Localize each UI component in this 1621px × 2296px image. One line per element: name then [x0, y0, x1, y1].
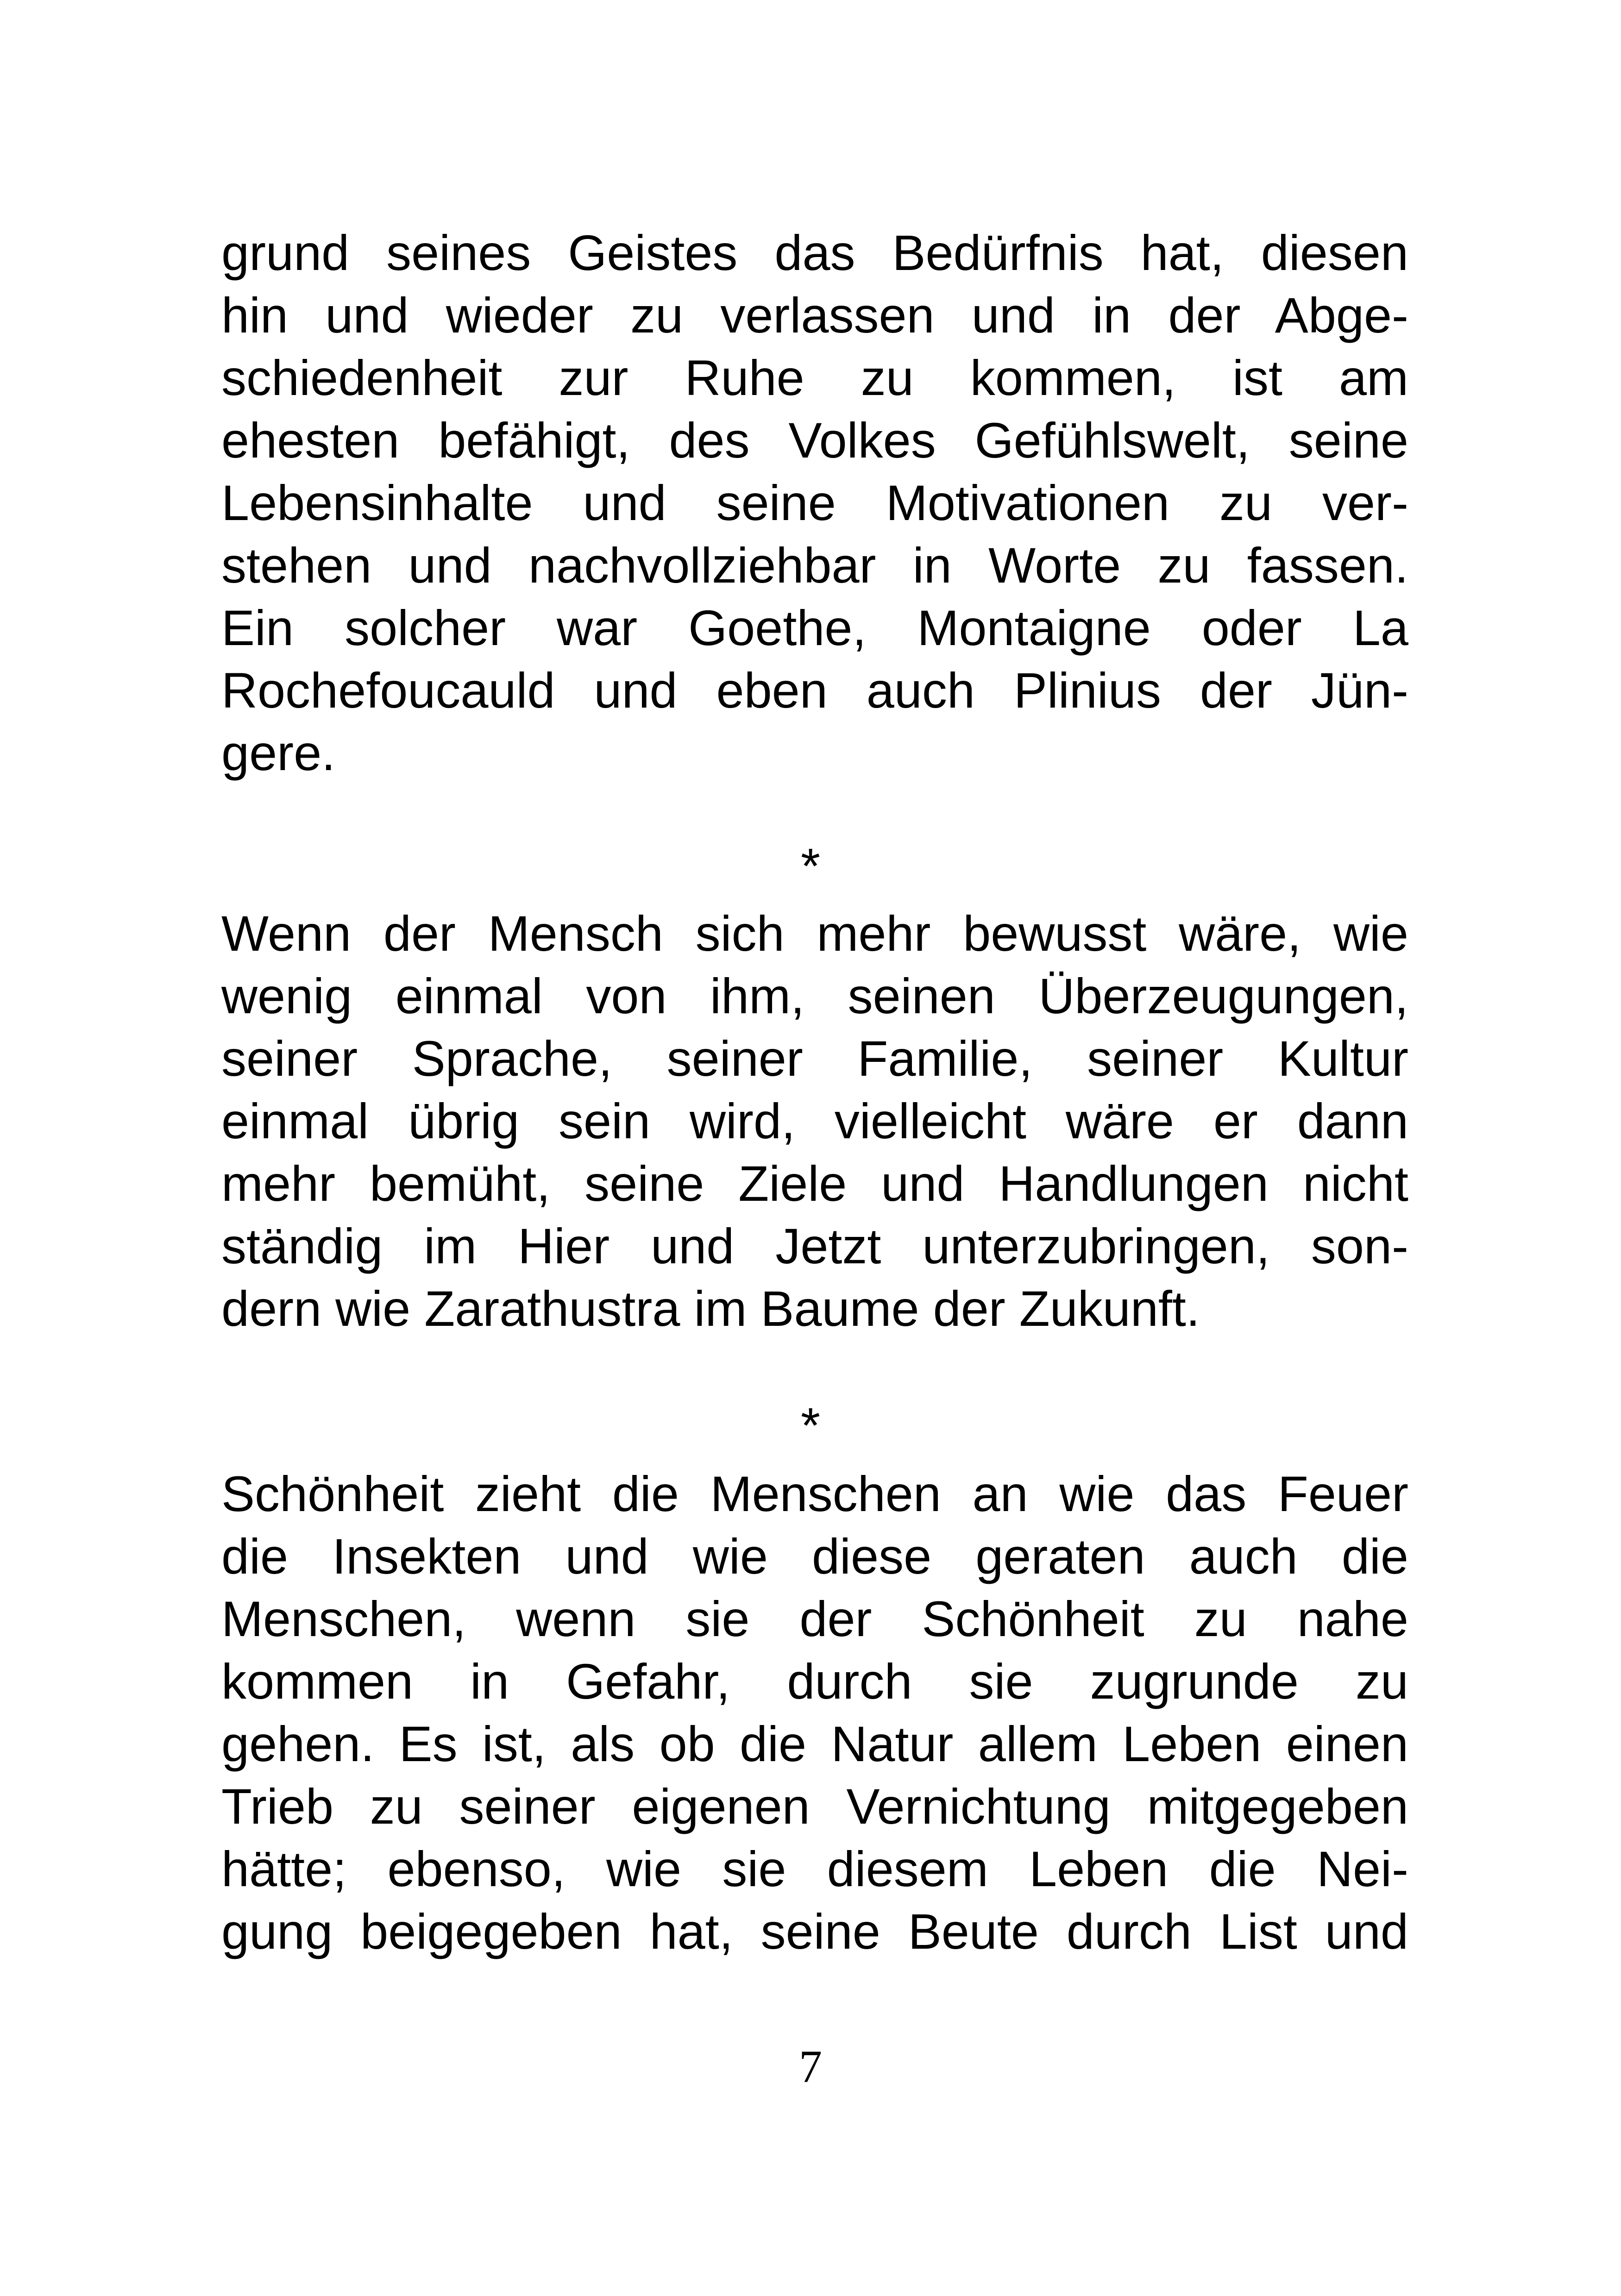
text-line: dern wie Zarathustra im Baume der Zukunft.: [221, 1280, 1200, 1336]
page-number: 7: [799, 2041, 822, 2092]
paragraph-1: [221, 221, 1408, 784]
text-line: gung beigegeben hat, seine Beute durch List und: [221, 1903, 1408, 1959]
text-line: stehen und nachvollziehbar in Worte zu fassen.: [221, 537, 1408, 593]
text-line: Schönheit zieht die Menschen an wie das Feuer: [221, 1466, 1408, 1522]
text-line: Menschen, wenn sie der Schönheit zu nahe: [221, 1591, 1408, 1647]
text-line: hin und wieder zu verlassen und in der Abge-: [221, 287, 1408, 343]
paragraph-2: [221, 902, 1408, 1340]
text-line: mehr bemüht, seine Ziele und Handlungen nicht: [221, 1155, 1408, 1211]
text-line: Lebensinhalte und seine Motivationen zu ver-: [221, 475, 1408, 531]
text-line: Ein solcher war Goethe, Montaigne oder La: [221, 600, 1408, 656]
text-line: ständig im Hier und Jetzt unterzubringen, son-: [221, 1218, 1408, 1274]
text-line: grund seines Geistes das Bedürfnis hat, diesen: [221, 225, 1408, 281]
section-separator: *: [800, 1397, 821, 1453]
paragraph-3: [221, 1462, 1408, 1963]
text-line: gehen. Es ist, als ob die Natur allem Leben einen: [221, 1716, 1408, 1772]
text-line: gere.: [221, 725, 336, 781]
section-separator: *: [800, 838, 821, 894]
text-line: seiner Sprache, seiner Familie, seiner Kultur: [221, 1030, 1408, 1086]
text-line: wenig einmal von ihm, seinen Überzeugungen,: [221, 968, 1408, 1024]
text-line: schiedenheit zur Ruhe zu kommen, ist am: [221, 350, 1408, 406]
text-line: einmal übrig sein wird, vielleicht wäre er dann: [221, 1093, 1408, 1149]
text-line: hätte; ebenso, wie sie diesem Leben die Nei-: [221, 1841, 1408, 1897]
text-line: Rochefoucauld und eben auch Plinius der Jün-: [221, 662, 1408, 718]
text-line: ehesten befähigt, des Volkes Gefühlswelt, seine: [221, 412, 1408, 468]
text-line: Wenn der Mensch sich mehr bewusst wäre, wie: [221, 905, 1408, 961]
text-line: kommen in Gefahr, durch sie zugrunde zu: [221, 1653, 1408, 1709]
text-line: Trieb zu seiner eigenen Vernichtung mitgegeben: [221, 1778, 1408, 1834]
text-line: die Insekten und wie diese geraten auch die: [221, 1528, 1408, 1584]
